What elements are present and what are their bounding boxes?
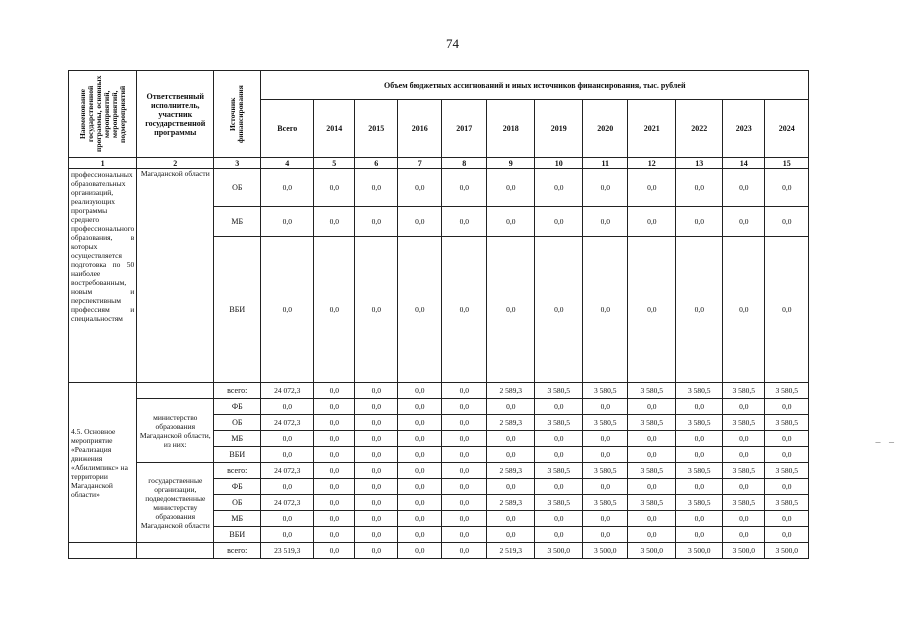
value-cell: 0,0: [442, 447, 487, 463]
column-number: 6: [355, 158, 398, 169]
value-cell: 0,0: [487, 431, 535, 447]
value-cell: 0,0: [723, 399, 765, 415]
value-cell: 0,0: [765, 207, 809, 237]
value-cell: 0,0: [355, 463, 398, 479]
header-year: 2015: [355, 100, 398, 158]
table-body: [69, 71, 809, 559]
value-cell: 0,0: [487, 527, 535, 543]
value-cell: 0,0: [628, 527, 676, 543]
value-cell: 0,0: [442, 527, 487, 543]
value-cell: 0,0: [314, 495, 355, 511]
value-cell: 0,0: [583, 447, 628, 463]
value-cell: 3 580,5: [676, 383, 723, 399]
responsible-cell: Магаданской области: [137, 169, 214, 383]
value-cell: 3 580,5: [723, 383, 765, 399]
value-cell: 0,0: [723, 479, 765, 495]
value-cell: 0,0: [583, 431, 628, 447]
funding-source: ВБИ: [214, 237, 261, 383]
value-cell: 0,0: [314, 447, 355, 463]
value-cell: 3 500,0: [723, 543, 765, 559]
funding-source: МБ: [214, 511, 261, 527]
funding-source: всего:: [214, 463, 261, 479]
value-cell: 0,0: [535, 399, 583, 415]
value-cell: 0,0: [398, 207, 442, 237]
column-number: 8: [442, 158, 487, 169]
value-cell: 0,0: [442, 543, 487, 559]
value-cell: 0,0: [398, 431, 442, 447]
value-cell: 0,0: [535, 431, 583, 447]
value-cell: 0,0: [261, 479, 314, 495]
value-cell: 0,0: [442, 415, 487, 431]
value-cell: 24 072,3: [261, 495, 314, 511]
value-cell: 2 589,3: [487, 383, 535, 399]
edge-mark: ‒ ‒: [875, 437, 897, 448]
value-cell: 24 072,3: [261, 383, 314, 399]
column-number: 3: [214, 158, 261, 169]
value-cell: 0,0: [261, 237, 314, 383]
value-cell: 3 580,5: [676, 495, 723, 511]
value-cell: 3 580,5: [676, 463, 723, 479]
value-cell: 0,0: [676, 399, 723, 415]
program-name-cell: 4.5. Основное мероприятие «Реализация движения «Абилимпикс» на территории Магаданской области»: [69, 383, 137, 543]
value-cell: 0,0: [355, 511, 398, 527]
value-cell: 0,0: [765, 237, 809, 383]
page-number: 74: [446, 36, 459, 51]
value-cell: 0,0: [487, 169, 535, 207]
value-cell: 3 500,0: [676, 543, 723, 559]
value-cell: 0,0: [676, 447, 723, 463]
responsible-cell: [137, 383, 214, 399]
header-name-cell: [69, 71, 137, 158]
value-cell: 2 519,3: [487, 543, 535, 559]
header-source-cell: [214, 71, 261, 158]
value-cell: 0,0: [535, 527, 583, 543]
value-cell: 0,0: [314, 527, 355, 543]
value-cell: 0,0: [676, 237, 723, 383]
value-cell: 0,0: [676, 169, 723, 207]
value-cell: 0,0: [355, 527, 398, 543]
value-cell: 0,0: [355, 415, 398, 431]
value-cell: 0,0: [723, 527, 765, 543]
value-cell: 3 580,5: [583, 495, 628, 511]
value-cell: 0,0: [765, 527, 809, 543]
funding-source: всего:: [214, 543, 261, 559]
value-cell: 0,0: [398, 463, 442, 479]
value-cell: 0,0: [628, 447, 676, 463]
value-cell: 3 580,5: [628, 383, 676, 399]
value-cell: 0,0: [261, 399, 314, 415]
value-cell: 0,0: [723, 207, 765, 237]
value-cell: 3 580,5: [723, 415, 765, 431]
table-row: [69, 543, 809, 559]
value-cell: 0,0: [442, 399, 487, 415]
value-cell: 24 072,3: [261, 415, 314, 431]
program-name-cell: профессиональных образовательных организаций, реализующих программы среднего профессионального образования, в которых осуществляется подготовка по 50 наиболее востребованным, новым и перспективным профессиям и специальностям: [69, 169, 137, 383]
value-cell: 0,0: [535, 237, 583, 383]
value-cell: 0,0: [355, 543, 398, 559]
value-cell: 0,0: [314, 237, 355, 383]
header-funding-title: Объем бюджетных ассигнований и иных источников финансирования, тыс. рублей: [261, 71, 809, 100]
value-cell: 0,0: [261, 511, 314, 527]
value-cell: 0,0: [487, 399, 535, 415]
column-number: 14: [723, 158, 765, 169]
value-cell: 3 580,5: [723, 495, 765, 511]
value-cell: 0,0: [535, 207, 583, 237]
column-number: 7: [398, 158, 442, 169]
value-cell: 0,0: [398, 543, 442, 559]
value-cell: 0,0: [398, 527, 442, 543]
value-cell: 0,0: [442, 383, 487, 399]
value-cell: 0,0: [442, 431, 487, 447]
value-cell: 3 580,5: [583, 383, 628, 399]
responsible-cell: министерство образования Магаданской области, из них:: [137, 399, 214, 463]
value-cell: 3 580,5: [535, 383, 583, 399]
value-cell: 0,0: [355, 447, 398, 463]
value-cell: 0,0: [355, 207, 398, 237]
value-cell: 0,0: [398, 479, 442, 495]
header-year: 2020: [583, 100, 628, 158]
value-cell: 0,0: [765, 511, 809, 527]
column-numbers-row: [69, 158, 809, 169]
value-cell: 24 072,3: [261, 463, 314, 479]
value-cell: 0,0: [723, 431, 765, 447]
value-cell: 3 580,5: [765, 415, 809, 431]
header-year: 2021: [628, 100, 676, 158]
column-number: 4: [261, 158, 314, 169]
column-number: 1: [69, 158, 137, 169]
header-source: Источник финансирования: [228, 85, 246, 143]
funding-source: всего:: [214, 383, 261, 399]
value-cell: 0,0: [314, 399, 355, 415]
value-cell: 0,0: [676, 207, 723, 237]
value-cell: 0,0: [442, 495, 487, 511]
value-cell: 0,0: [261, 169, 314, 207]
value-cell: 3 580,5: [628, 415, 676, 431]
value-cell: 0,0: [487, 511, 535, 527]
value-cell: 3 580,5: [628, 463, 676, 479]
budget-table: [68, 70, 809, 559]
value-cell: 0,0: [628, 207, 676, 237]
column-number: 2: [137, 158, 214, 169]
value-cell: 0,0: [398, 399, 442, 415]
value-cell: 0,0: [398, 237, 442, 383]
value-cell: 0,0: [442, 479, 487, 495]
header-year: 2024: [765, 100, 809, 158]
value-cell: 0,0: [676, 431, 723, 447]
value-cell: 0,0: [355, 495, 398, 511]
value-cell: 0,0: [398, 415, 442, 431]
table-row: [69, 463, 809, 479]
value-cell: 0,0: [765, 169, 809, 207]
header-year: 2022: [676, 100, 723, 158]
value-cell: 0,0: [314, 463, 355, 479]
program-name-cell: [69, 543, 137, 559]
value-cell: 0,0: [535, 479, 583, 495]
value-cell: 0,0: [535, 169, 583, 207]
value-cell: 0,0: [676, 527, 723, 543]
value-cell: 0,0: [583, 511, 628, 527]
value-cell: 0,0: [398, 169, 442, 207]
value-cell: 3 580,5: [765, 463, 809, 479]
value-cell: 0,0: [261, 527, 314, 543]
value-cell: 0,0: [628, 511, 676, 527]
value-cell: 0,0: [628, 399, 676, 415]
value-cell: 0,0: [398, 495, 442, 511]
value-cell: 0,0: [628, 169, 676, 207]
value-cell: 0,0: [398, 511, 442, 527]
table-row: [69, 169, 809, 207]
value-cell: 3 500,0: [535, 543, 583, 559]
value-cell: 0,0: [583, 237, 628, 383]
value-cell: 0,0: [628, 431, 676, 447]
responsible-cell: государственные организации, подведомственные министерству образования Магаданской области: [137, 463, 214, 543]
header-year: 2016: [398, 100, 442, 158]
value-cell: 0,0: [314, 479, 355, 495]
value-cell: 0,0: [535, 447, 583, 463]
column-number: 5: [314, 158, 355, 169]
value-cell: 0,0: [628, 479, 676, 495]
value-cell: 3 580,5: [535, 415, 583, 431]
funding-source: ОБ: [214, 495, 261, 511]
value-cell: 0,0: [723, 511, 765, 527]
header-name: Наименование государственной программы, основных мероприятий, мероприятий, подмероприятий: [77, 75, 127, 153]
value-cell: 0,0: [442, 463, 487, 479]
value-cell: 3 580,5: [535, 463, 583, 479]
value-cell: 0,0: [583, 399, 628, 415]
column-number: 12: [628, 158, 676, 169]
value-cell: 0,0: [765, 447, 809, 463]
value-cell: 0,0: [487, 237, 535, 383]
value-cell: 0,0: [765, 431, 809, 447]
table-row: [69, 383, 809, 399]
value-cell: 0,0: [314, 383, 355, 399]
header-year: Всего: [261, 100, 314, 158]
value-cell: 0,0: [355, 169, 398, 207]
value-cell: 0,0: [583, 207, 628, 237]
value-cell: 3 500,0: [628, 543, 676, 559]
column-number: 10: [535, 158, 583, 169]
funding-source: ВБИ: [214, 447, 261, 463]
value-cell: 3 500,0: [583, 543, 628, 559]
value-cell: 3 500,0: [765, 543, 809, 559]
value-cell: 0,0: [355, 383, 398, 399]
header-year: 2019: [535, 100, 583, 158]
value-cell: 0,0: [314, 415, 355, 431]
value-cell: 0,0: [765, 479, 809, 495]
value-cell: 0,0: [355, 479, 398, 495]
column-number: 13: [676, 158, 723, 169]
value-cell: 3 580,5: [676, 415, 723, 431]
value-cell: 0,0: [723, 169, 765, 207]
value-cell: 3 580,5: [583, 415, 628, 431]
column-number: 9: [487, 158, 535, 169]
funding-source: ВБИ: [214, 527, 261, 543]
value-cell: 2 589,3: [487, 495, 535, 511]
value-cell: 0,0: [723, 237, 765, 383]
value-cell: 23 519,3: [261, 543, 314, 559]
value-cell: 0,0: [261, 207, 314, 237]
value-cell: 2 589,3: [487, 415, 535, 431]
responsible-cell: [137, 543, 214, 559]
funding-source: ФБ: [214, 479, 261, 495]
value-cell: 0,0: [583, 527, 628, 543]
value-cell: 3 580,5: [723, 463, 765, 479]
funding-source: ОБ: [214, 415, 261, 431]
value-cell: 0,0: [765, 399, 809, 415]
value-cell: 0,0: [261, 447, 314, 463]
value-cell: 0,0: [398, 383, 442, 399]
value-cell: 0,0: [442, 169, 487, 207]
value-cell: 0,0: [487, 479, 535, 495]
value-cell: 0,0: [583, 169, 628, 207]
value-cell: 0,0: [487, 207, 535, 237]
value-cell: 0,0: [676, 511, 723, 527]
column-number: 15: [765, 158, 809, 169]
header-year: 2023: [723, 100, 765, 158]
value-cell: 0,0: [723, 447, 765, 463]
value-cell: 3 580,5: [628, 495, 676, 511]
value-cell: 0,0: [442, 207, 487, 237]
value-cell: 3 580,5: [765, 383, 809, 399]
value-cell: 0,0: [676, 479, 723, 495]
value-cell: 0,0: [535, 511, 583, 527]
value-cell: 0,0: [442, 511, 487, 527]
header-responsible: Ответственный исполнитель, участник государственной программы: [137, 71, 214, 158]
header-year: 2017: [442, 100, 487, 158]
value-cell: 2 589,3: [487, 463, 535, 479]
value-cell: 0,0: [314, 543, 355, 559]
funding-source: ФБ: [214, 399, 261, 415]
value-cell: 3 580,5: [765, 495, 809, 511]
value-cell: 0,0: [398, 447, 442, 463]
funding-source: МБ: [214, 431, 261, 447]
value-cell: 0,0: [487, 447, 535, 463]
header-year: 2018: [487, 100, 535, 158]
value-cell: 0,0: [314, 207, 355, 237]
table-row: [69, 399, 809, 415]
funding-source: ОБ: [214, 169, 261, 207]
value-cell: 0,0: [314, 431, 355, 447]
value-cell: 0,0: [355, 237, 398, 383]
value-cell: 0,0: [583, 479, 628, 495]
value-cell: 0,0: [355, 399, 398, 415]
value-cell: 0,0: [314, 511, 355, 527]
value-cell: 3 580,5: [535, 495, 583, 511]
value-cell: 0,0: [355, 431, 398, 447]
column-number: 11: [583, 158, 628, 169]
value-cell: 0,0: [442, 237, 487, 383]
funding-source: МБ: [214, 207, 261, 237]
value-cell: 3 580,5: [583, 463, 628, 479]
value-cell: 0,0: [628, 237, 676, 383]
value-cell: 0,0: [261, 431, 314, 447]
value-cell: 0,0: [314, 169, 355, 207]
header-year: 2014: [314, 100, 355, 158]
